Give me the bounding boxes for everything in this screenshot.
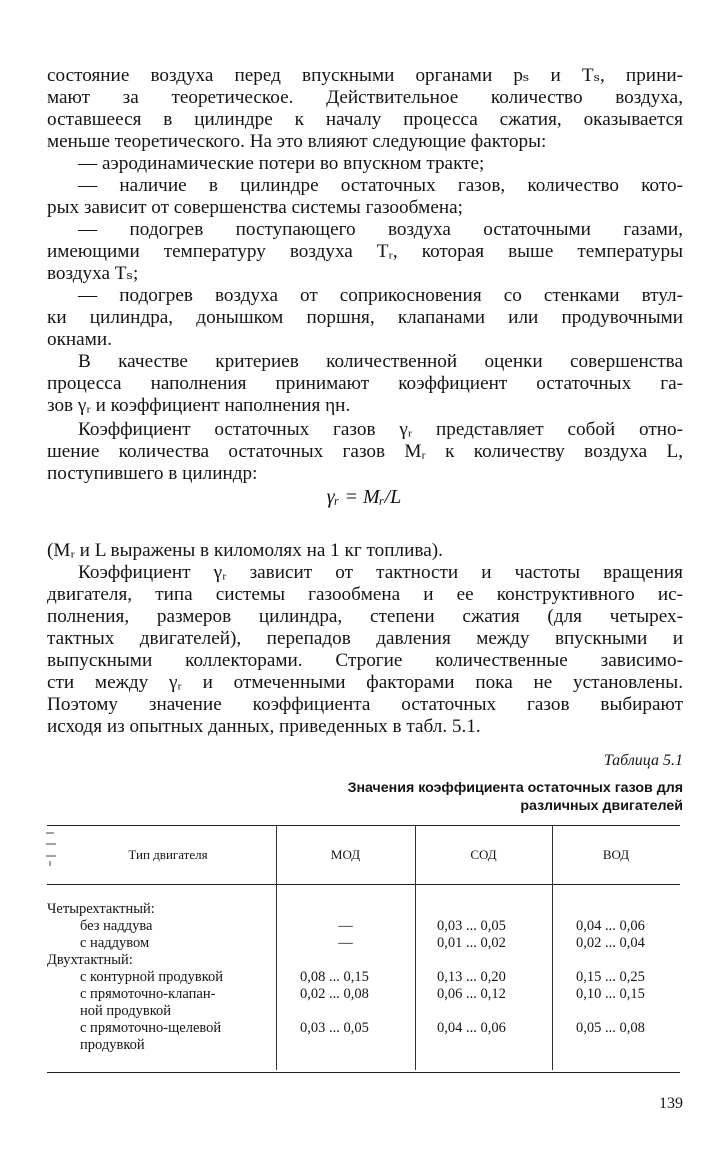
table-top-rule (47, 825, 680, 826)
table-cell: 0,02 ... 0,04 (576, 935, 645, 951)
table-cell: 0,03 ... 0,05 (300, 1020, 369, 1036)
table-row-label: с контурной продувкой (80, 969, 224, 985)
header-vod: ВОД (602, 847, 630, 862)
header-sod: СОД (470, 847, 497, 862)
formula: γᵣ = Mᵣ/L (326, 486, 402, 508)
text-line: — подогрев воздуха от соприкосновения со стенками втул- (78, 285, 683, 306)
text-line: В качестве критериев количественной оценки совершенства (78, 351, 683, 372)
table-cell: 0,04 ... 0,06 (437, 1020, 506, 1036)
table-cell: — (338, 935, 353, 951)
text-line: Поэтому значение коэффициента остаточных газов выбирают (47, 694, 683, 715)
table-caption: Таблица 5.1 (603, 752, 683, 769)
table-row-label: Четырехтактный: (47, 901, 155, 917)
header-engine-type: Тип двигателя (128, 847, 208, 862)
text-line: — подогрев поступающего воздуха остаточными газами, (78, 219, 683, 240)
table-row-label: с прямоточно-клапан- (80, 986, 216, 1002)
table-cell: 0,15 ... 0,25 (576, 969, 645, 985)
text-line: сти между γᵣ и отмеченными факторами пока не установлены. (47, 672, 683, 693)
table-cell: 0,03 ... 0,05 (437, 918, 506, 934)
table-cell: 0,08 ... 0,15 (300, 969, 369, 985)
text-line: Коэффициент γᵣ зависит от тактности и частоты вращения (78, 562, 683, 583)
text-line: имеющими температуру воздуха Tᵣ, которая выше температуры (47, 241, 683, 262)
table-bottom-rule (47, 1072, 680, 1073)
table-row-label: с прямоточно-щелевой (80, 1020, 222, 1036)
header-mod: МОД (330, 847, 361, 862)
text-line: двигателя, типа системы газообмена и ее конструктивного ис- (47, 584, 683, 605)
table-cell: 0,05 ... 0,08 (576, 1020, 645, 1036)
table-header-rule (47, 884, 680, 885)
text-line: выпускными коллекторами. Строгие количественные зависимо- (47, 650, 683, 671)
text-line: (Mᵣ и L выражены в киломолях на 1 кг топлива). (47, 540, 443, 561)
text-line: мают за теоретическое. Действительное количество воздуха, (47, 87, 683, 108)
text-line: Коэффициент остаточных газов γᵣ представляет собой отно- (78, 419, 683, 440)
table-cell: — (338, 918, 353, 934)
text-line: оставшееся в цилиндре к началу процесса сжатия, оказывается (47, 109, 683, 130)
text-line: — аэродинамические потери во впускном тракте; (78, 153, 485, 174)
text-line: тактных двигателей), перепадов давления между впускными и (47, 628, 683, 649)
scan-marks (44, 829, 58, 867)
text-line: — наличие в цилиндре остаточных газов, количество кото- (78, 175, 683, 196)
text-line: состояние воздуха перед впускными органами pₛ и Tₛ, прини- (47, 65, 683, 86)
text-line: шение количества остаточных газов Mᵣ к количеству воздуха L, (47, 441, 683, 462)
text-line: окнами. (47, 329, 112, 350)
table-title: Значения коэффициента остаточных газов для (347, 780, 683, 796)
table-row-label: с наддувом (80, 935, 150, 951)
table-cell: 0,10 ... 0,15 (576, 986, 645, 1002)
table-row-label: Двухтактный: (47, 952, 133, 968)
table-row-label: ной продувкой (80, 1003, 172, 1019)
table-cell: 0,13 ... 0,20 (437, 969, 506, 985)
text-line: исходя из опытных данных, приведенных в табл. 5.1. (47, 716, 481, 737)
text-line: меньше теоретического. На это влияют следующие факторы: (47, 131, 547, 152)
text-line: полнения, размеров цилиндра, степени сжатия (для четырех- (47, 606, 683, 627)
table-title: различных двигателей (520, 798, 683, 814)
table-row-label: продувкой (80, 1037, 145, 1053)
text-line: зов γᵣ и коэффициент наполнения ηн. (47, 395, 351, 416)
page-number: 139 (659, 1095, 683, 1112)
text-line: поступившего в цилиндр: (47, 463, 258, 484)
text-line: воздуха Tₛ; (47, 263, 139, 284)
table-cell: 0,04 ... 0,06 (576, 918, 645, 934)
table-cell: 0,02 ... 0,08 (300, 986, 369, 1002)
text-line: процесса наполнения принимают коэффициент остаточных га- (47, 373, 683, 394)
table-cell: 0,06 ... 0,12 (437, 986, 506, 1002)
table-cell: 0,01 ... 0,02 (437, 935, 506, 951)
text-line: рых зависит от совершенства системы газообмена; (47, 197, 463, 218)
table-row-label: без наддува (80, 918, 153, 934)
text-line: ки цилиндра, донышком поршня, клапанами или продувочными (47, 307, 683, 328)
